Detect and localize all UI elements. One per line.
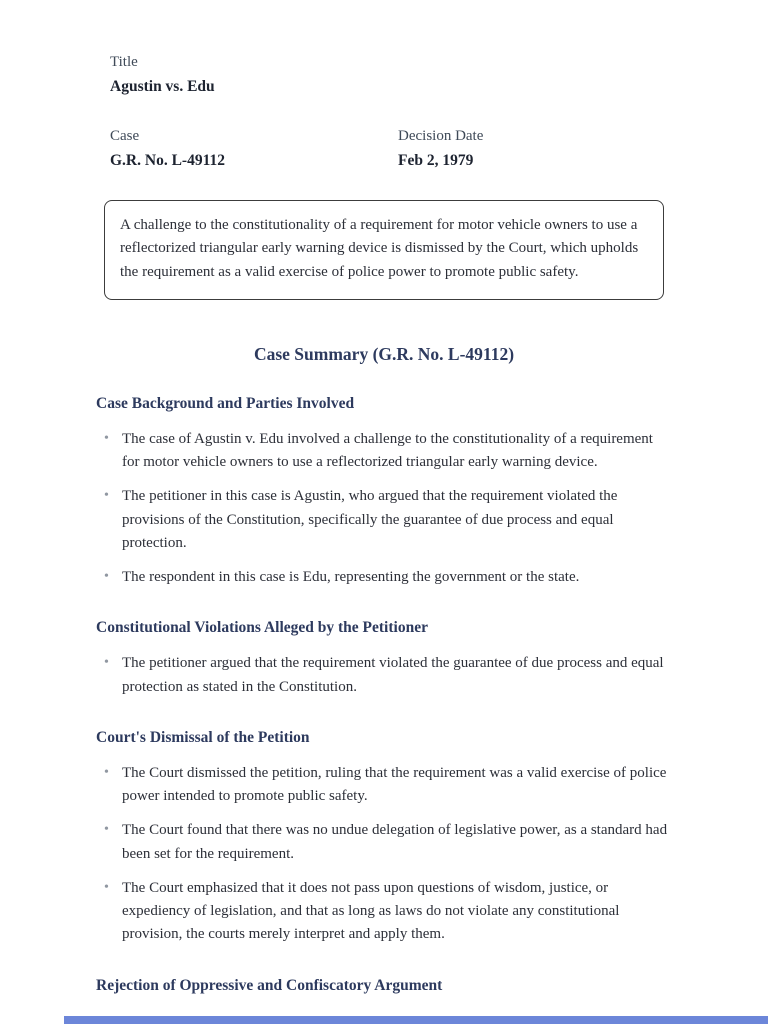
case-field (110, 128, 384, 170)
section-case-background (96, 395, 672, 590)
bullet-item: • The Court emphasized that it does not pass upon questions of wisdom, justice, or expediency of legislation, and that as long as laws do not violate any constitutional provision, the courts merely interpret and apply them. (96, 877, 672, 947)
summary-text: A challenge to the constitutionality of a requirement for motor vehicle owners to use a reflectorized triangular early warning device is dismissed by the Court, which upholds the requirement as a valid exercise of police power to promote public safety. (120, 217, 639, 280)
title-field (110, 54, 672, 96)
meta-row (96, 128, 672, 170)
bullet-item: • The case of Agustin v. Edu involved a challenge to the constitutionality of a requirement for motor vehicle owners to use a reflectorized triangular early warning device. (96, 428, 672, 475)
section-rejection-argument (96, 977, 672, 995)
bullet-item: • The Court found that there was no undue delegation of legislative power, as a standard had been set for the requirement. (96, 819, 672, 866)
section-court-dismissal (96, 729, 672, 947)
title-value: Agustin vs. Edu (110, 78, 215, 95)
section-heading: Constitutional Violations Alleged by the Petitioner (96, 619, 428, 637)
case-label: Case (110, 128, 140, 144)
section-heading: Court's Dismissal of the Petition (96, 728, 310, 746)
bullet-item: • The Court dismissed the petition, ruling that the requirement was a valid exercise of police power intended to promote public safety. (96, 762, 672, 809)
bullet-list (96, 762, 672, 947)
next-page-bar (64, 1016, 768, 1024)
bullet-list (96, 428, 672, 590)
section-heading: Rejection of Oppressive and Confiscatory Argument (96, 976, 443, 994)
bullet-item: • The petitioner in this case is Agustin, who argued that the requirement violated the provisions of the Constitution, specifically the guarantee of due process and equal protection. (96, 485, 672, 555)
bullet-list (96, 652, 672, 699)
summary-box (104, 200, 664, 300)
case-value: G.R. No. L-49112 (110, 152, 225, 169)
decision-date-field (398, 128, 672, 170)
section-constitutional-violations (96, 619, 672, 699)
bullet-item: • The petitioner argued that the requirement violated the guarantee of due process and equal protection as stated in the Constitution. (96, 652, 672, 699)
decision-date-label: Decision Date (398, 128, 484, 144)
decision-date-value: Feb 2, 1979 (398, 152, 474, 169)
main-heading: Case Summary (G.R. No. L-49112) (253, 343, 515, 364)
bullet-item: • The respondent in this case is Edu, representing the government or the state. (96, 566, 672, 589)
section-heading: Case Background and Parties Involved (96, 394, 355, 412)
title-label: Title (110, 54, 138, 70)
